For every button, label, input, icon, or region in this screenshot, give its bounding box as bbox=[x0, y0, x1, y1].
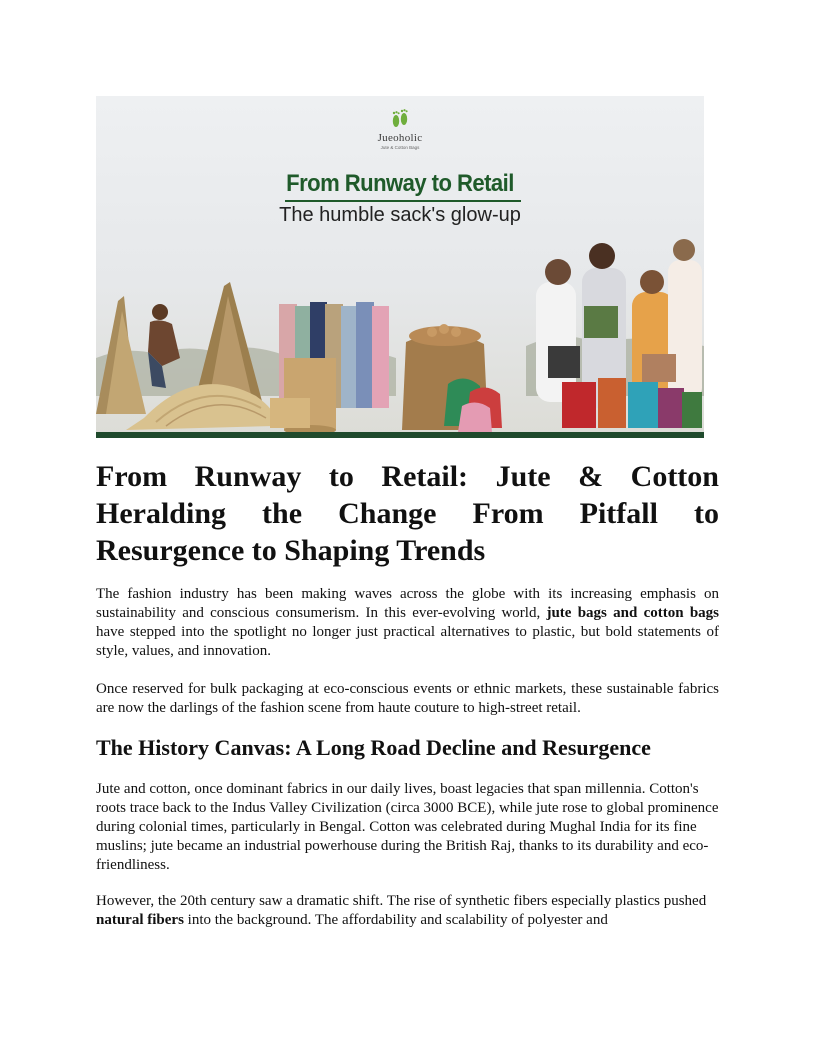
jute-cotton-bags-link[interactable]: jute bags and cotton bags bbox=[546, 605, 719, 621]
natural-fibers-link[interactable]: natural fibers bbox=[96, 912, 184, 928]
intro-paragraph bbox=[96, 585, 719, 661]
article-heading bbox=[96, 458, 719, 569]
banner-subtitle: The humble sack's glow-up bbox=[279, 204, 521, 226]
text-run: into the background. The affordability and scalability of polyester and bbox=[183, 912, 608, 928]
heading-line: Resurgence to Shaping Trends bbox=[96, 534, 486, 567]
decline-paragraph bbox=[96, 892, 719, 930]
banner-title-underline bbox=[285, 200, 521, 202]
history-paragraph: Jute and cotton, once dominant fabrics in our daily lives, boast legacies that span millennia. Cotton's roots trace back to the Indus Valley Civilization (circa 3000 BCE), while jute rose to global prominence during colonial times, particularly in Bengal. Cotton was celebrated during Mughal India for its fine muslins; jute became an industrial powerhouse during the British Raj, thanks to its durability and eco-friendliness. bbox=[96, 781, 719, 873]
hero-banner bbox=[96, 96, 704, 438]
brand-logo bbox=[366, 108, 434, 150]
text-run: The fashion industry has been making waves across the globe with its increasing emphasis on sustainability and conscious consumerism. In this ever-evolving world, bbox=[96, 586, 719, 621]
heading-line: Heralding the Change From Pitfall to bbox=[96, 497, 719, 530]
footprint-logo-icon bbox=[388, 108, 412, 132]
logo-name: Jueoholic bbox=[377, 132, 423, 144]
history-heading: The History Canvas: A Long Road Decline and Resurgence bbox=[96, 735, 651, 760]
text-run: However, the 20th century saw a dramatic shift. The rise of synthetic fibers especially plastics pushed bbox=[96, 893, 707, 909]
heading-line: From Runway to Retail: Jute & Cotton bbox=[96, 460, 719, 493]
packaging-paragraph: Once reserved for bulk packaging at eco-conscious events or ethnic markets, these sustainable fabrics are now the darlings of the fashion scene from haute couture to high-street retail. bbox=[96, 681, 719, 716]
banner-bottom-bar bbox=[96, 432, 704, 438]
banner-title: From Runway to Retail bbox=[286, 170, 514, 197]
logo-tagline: Jute & Cotton Bags bbox=[380, 145, 420, 150]
text-run: have stepped into the spotlight no longer just practical alternatives to plastic, but bold statements of style, values, and innovation. bbox=[96, 624, 719, 659]
